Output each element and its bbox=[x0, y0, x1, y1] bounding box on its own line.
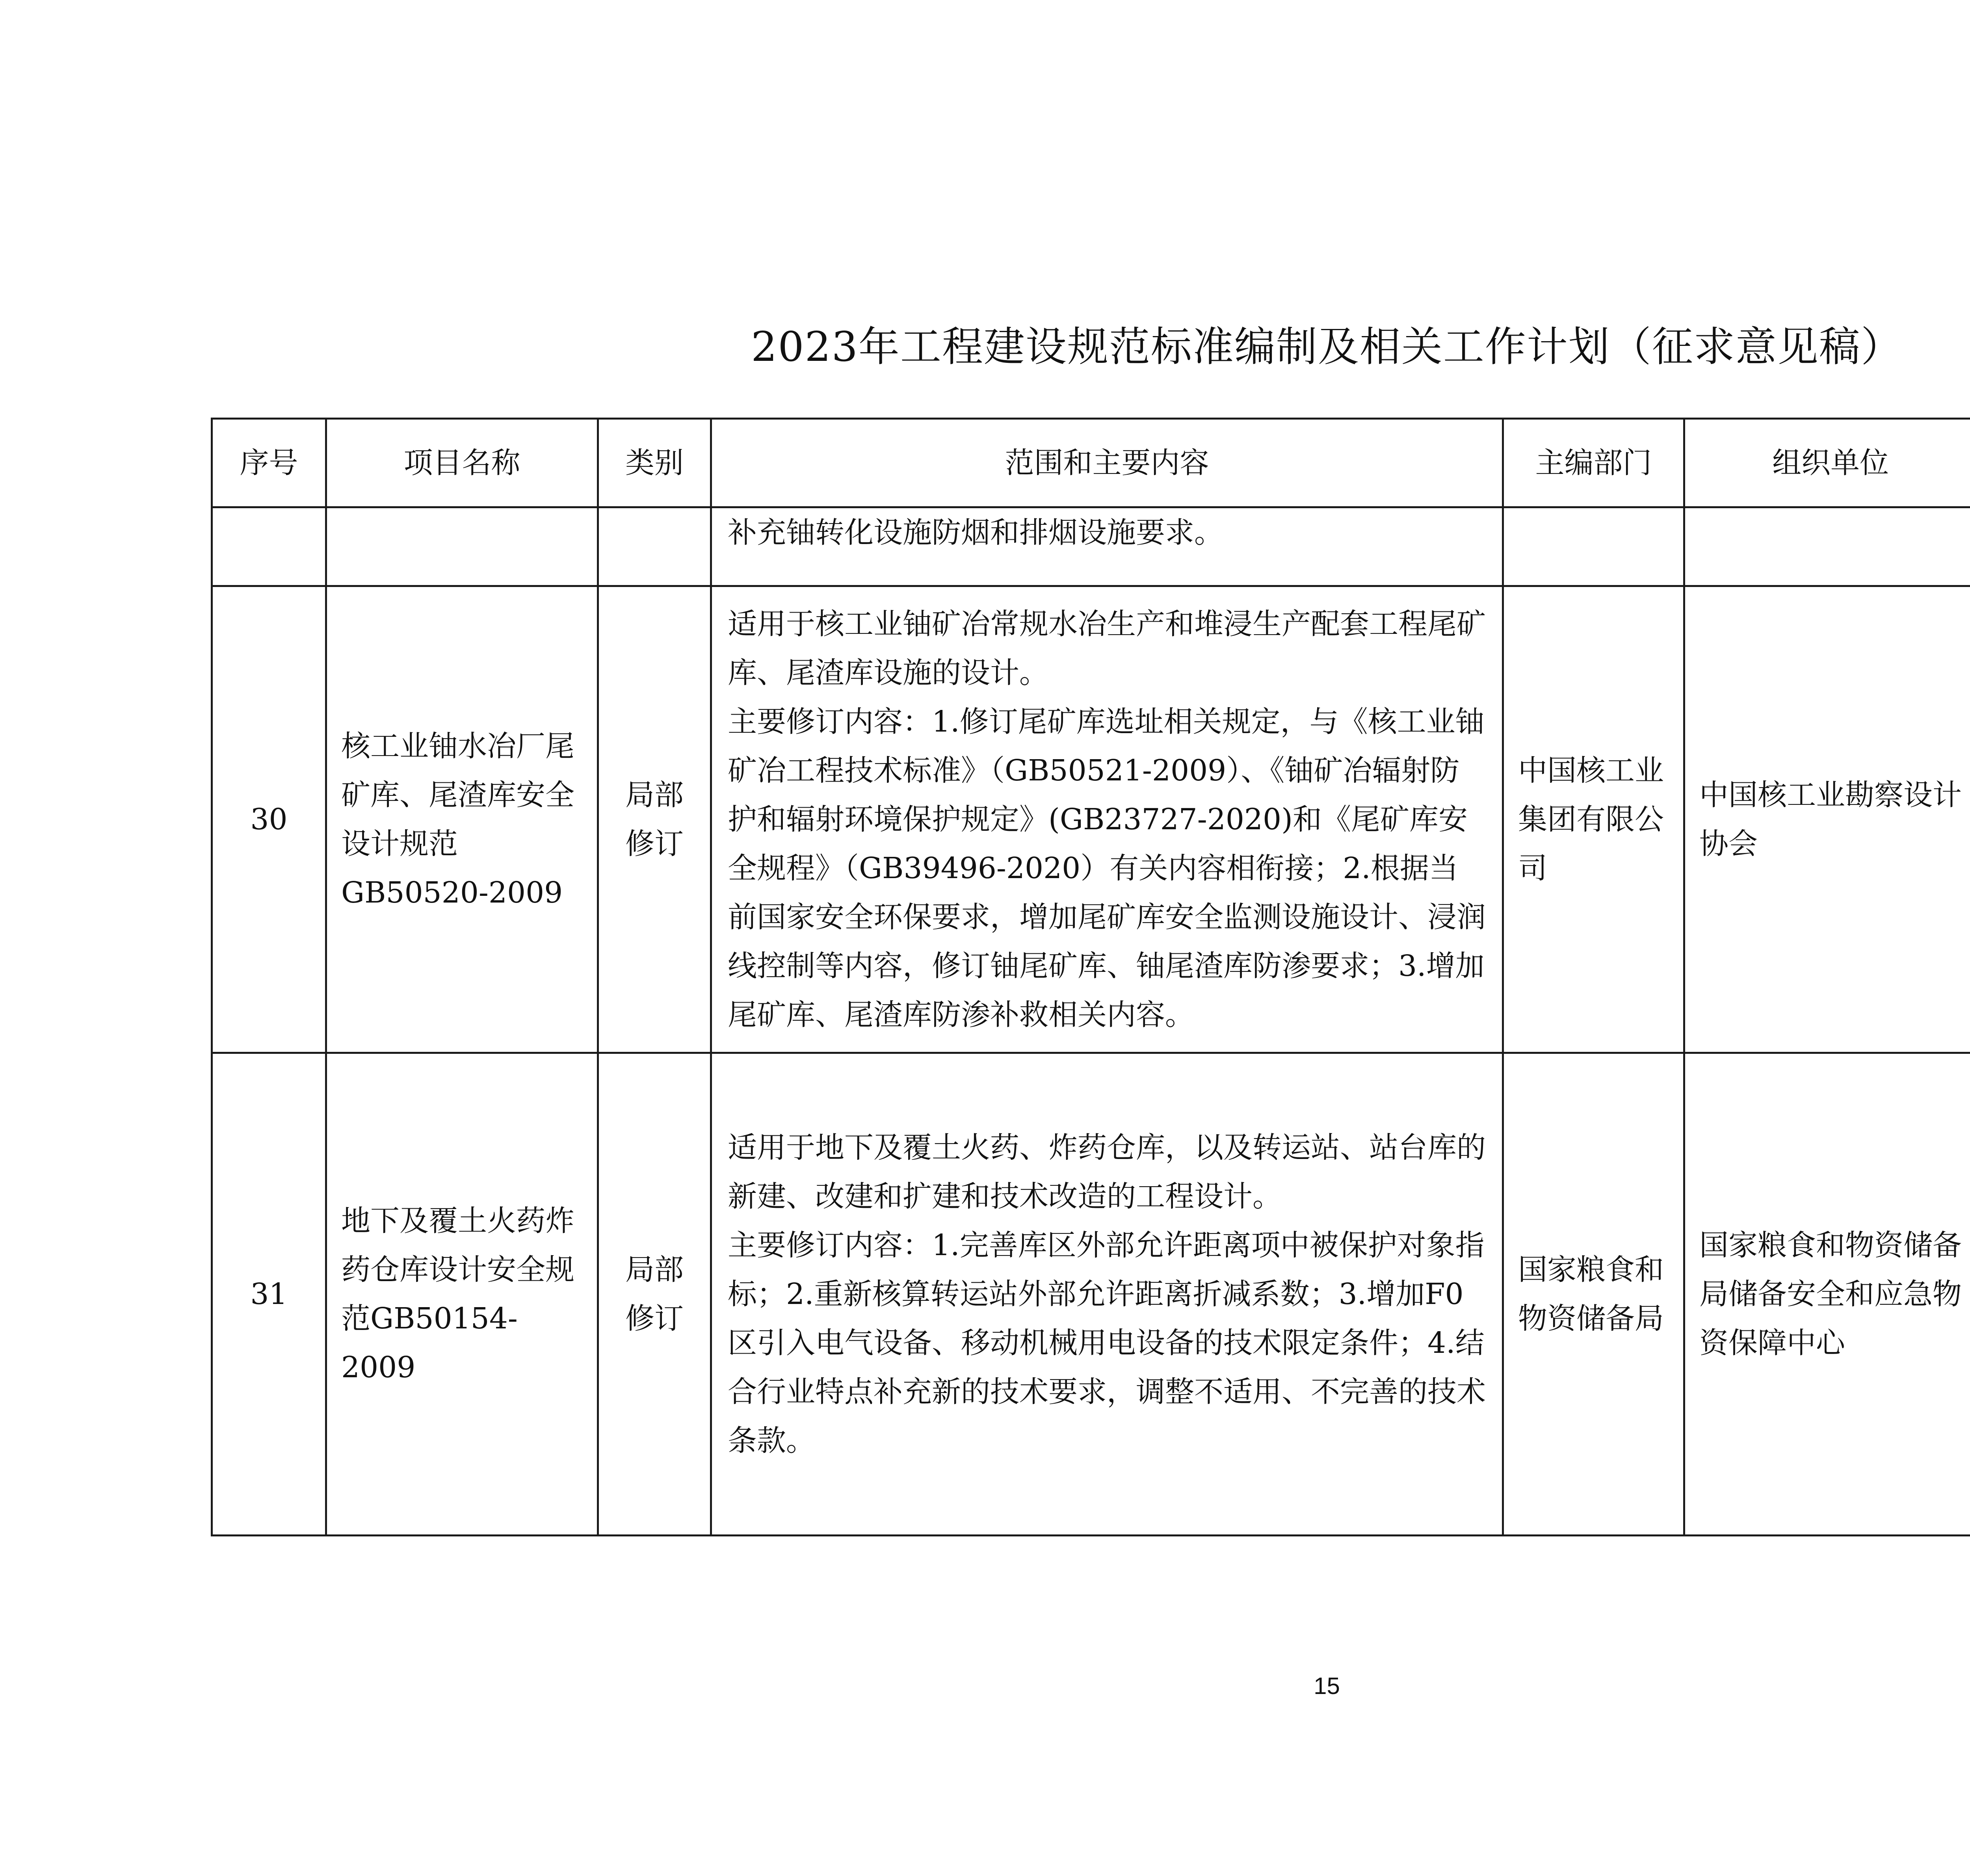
cell-category: 局部修订 bbox=[598, 586, 711, 1053]
table-row bbox=[212, 586, 1970, 1053]
table-row-continuation bbox=[212, 507, 1970, 586]
cell-project-name: 地下及覆土火药炸药仓库设计安全规范GB50154-2009 bbox=[326, 1053, 598, 1536]
page-number: 15 bbox=[1314, 1673, 1340, 1699]
cell-organizer: 中国核工业勘察设计协会 bbox=[1684, 586, 1970, 1053]
work-plan-table bbox=[211, 418, 1970, 1536]
cell-scope-content bbox=[711, 586, 1503, 1053]
scope-revision-text: 主要修订内容：1.修订尾矿库选址相关规定，与《核工业铀矿冶工程技术标准》（GB50521-2009）、《铀矿冶辐射防护和辐射环境保护规定》(GB23727-2020)和《尾矿库安全规程》（GB39496-2020）有关内容相衔接；2.根据当前国家安全环保要求，增加尾矿库安全监测设施设计、浸润线控制等内容，修订铀尾矿库、铀尾渣库防渗要求；3.增加尾矿库、尾渣库防渗补救相关内容。 bbox=[728, 705, 1486, 1032]
cell-serial-number: 30 bbox=[212, 586, 326, 1053]
table-row bbox=[212, 1053, 1970, 1536]
header-category: 类别 bbox=[598, 419, 711, 507]
header-organizer: 组织单位 bbox=[1684, 419, 1970, 507]
scope-revision-text: 主要修订内容：1.完善库区外部允许距离项中被保护对象指标；2.重新核算转运站外部允许距离折减系数；3.增加F0区引入电气设备、移动机械用电设备的技术限定条件；4.结合行业特点补充新的技术要求，调整不适用、不完善的技术条款。 bbox=[728, 1228, 1486, 1458]
cell-scope-content bbox=[711, 1053, 1503, 1536]
header-project-name: 项目名称 bbox=[326, 419, 598, 507]
cell-empty bbox=[326, 507, 598, 586]
header-serial-number: 序号 bbox=[212, 419, 326, 507]
header-chief-department: 主编部门 bbox=[1503, 419, 1684, 507]
cell-scope-continuation: 补充铀转化设施防烟和排烟设施要求。 bbox=[711, 507, 1503, 586]
cell-project-name: 核工业铀水冶厂尾矿库、尾渣库安全设计规范GB50520-2009 bbox=[326, 586, 598, 1053]
scope-applicability-text: 适用于核工业铀矿冶常规水冶生产和堆浸生产配套工程尾矿库、尾渣库设施的设计。 bbox=[728, 607, 1486, 690]
cell-category: 局部修订 bbox=[598, 1053, 711, 1536]
cell-empty bbox=[1503, 507, 1684, 586]
cell-organizer: 国家粮食和物资储备局储备安全和应急物资保障中心 bbox=[1684, 1053, 1970, 1536]
cell-serial-number: 31 bbox=[212, 1053, 326, 1536]
scope-applicability-text: 适用于地下及覆土火药、炸药仓库，以及转运站、站台库的新建、改建和扩建和技术改造的工程设计。 bbox=[728, 1131, 1486, 1213]
cell-empty bbox=[598, 507, 711, 586]
cell-chief-department: 中国核工业集团有限公司 bbox=[1503, 586, 1684, 1053]
cell-empty bbox=[212, 507, 326, 586]
page-title: 2023年工程建设规范标准编制及相关工作计划（征求意见稿） bbox=[751, 323, 1903, 371]
cell-chief-department: 国家粮食和物资储备局 bbox=[1503, 1053, 1684, 1536]
header-scope-content: 范围和主要内容 bbox=[711, 419, 1503, 507]
cell-empty bbox=[1684, 507, 1970, 586]
table-header-row bbox=[212, 419, 1970, 507]
